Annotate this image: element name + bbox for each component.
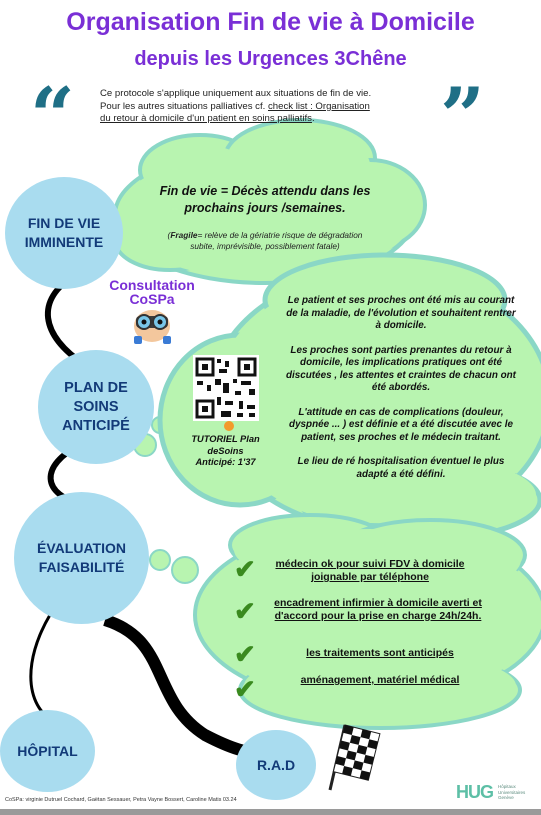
play-icon[interactable] — [224, 421, 234, 431]
bubble — [172, 557, 198, 583]
consultation-label: Consultation — [109, 277, 195, 293]
check-icon: ✔ — [234, 639, 256, 669]
step-evaluation — [14, 492, 149, 624]
bottom-bar — [0, 809, 541, 815]
checkered-flag-icon — [330, 725, 380, 790]
cospa-label: CoSPa — [129, 291, 175, 307]
logo-line: Universitaires — [498, 789, 526, 795]
check-icon: ✔ — [234, 554, 256, 584]
cloud2-para: L'attitude en cas de complications (douleur, dyspnée ... ) est définie et a été discutée avec le patient, ses proches et le médecin traitant. — [289, 406, 513, 443]
hug-logo-text — [498, 784, 525, 801]
checklist-link[interactable]: check list : Organisation — [267, 100, 370, 112]
check-item: encadrement infirmier à domicile averti et d'accord pour la prise en charge 24h/24h. — [274, 597, 482, 622]
check-item: aménagement, matériel médical — [300, 674, 460, 686]
cloud2-para: Le lieu de ré hospitalisation éventuel le plus adapté a été défini. — [297, 456, 505, 480]
step-hopital — [0, 710, 95, 792]
checklist-link-cont[interactable]: du retour à domicile d'un patient en soins palliatifs — [100, 113, 312, 124]
note-rest: = relève de la gériatrie risque de dégradation subite, imprévisible, possiblement fatale) — [190, 230, 363, 251]
footer-credits: CoSPa: virginie Dutruel Cochard, Gaëtan Sessauer, Petra Vayne Bossert, Caroline Matis 03.24 — [5, 797, 237, 803]
close-quote-icon: ” — [440, 71, 485, 162]
qr-code-icon[interactable] — [193, 355, 259, 421]
intro-line: Ce protocole s'applique uniquement aux situations de fin de vie. — [100, 88, 372, 99]
step-label: HÔPITAL — [17, 742, 78, 759]
note-bold: Fragile — [170, 230, 198, 240]
check-icon: ✔ — [234, 596, 256, 626]
binoculars-icon — [130, 308, 175, 348]
hug-letters: HUG — [456, 782, 493, 802]
intro-suffix: . — [311, 113, 315, 124]
step-rad — [236, 730, 316, 800]
step-label: ÉVALUATION FAISABILITÉ — [37, 540, 126, 575]
intro-line: Pour les autres situations palliatives cf. — [100, 100, 268, 112]
cloud1-note — [160, 230, 370, 251]
check-item: les traitements sont anticipés — [306, 647, 454, 659]
note-paren: ( — [167, 230, 171, 240]
step-fin-de-vie — [5, 177, 123, 289]
cloud2-text — [285, 295, 517, 481]
logo-line: Genève — [498, 795, 514, 800]
hug-logo — [456, 782, 493, 803]
qr-caption: TUTORIEL Plan deSoins Anticipé: 1'37 — [191, 434, 260, 467]
intro-text — [100, 88, 445, 126]
cloud1-main: Fin de vie = Décès attendu dans les prochains jours /semaines. — [159, 184, 371, 215]
open-quote-icon: “ — [30, 71, 75, 162]
bubble — [150, 550, 170, 570]
check-icon: ✔ — [234, 674, 256, 704]
step-label: PLAN DE SOINS ANTICIPÉ — [62, 379, 130, 434]
consultation-cospa — [97, 278, 207, 306]
logo-line: Hôpitaux — [498, 784, 516, 789]
page-subtitle: depuis les Urgences 3Chêne — [134, 48, 407, 70]
step-label: FIN DE VIE IMMINENTE — [24, 215, 104, 250]
cloud2-para: Les proches sont parties prenantes du retour à domicile, les implications pratiques ont été discutées , les attentes et craintes de chacun ont été abordés. — [286, 344, 516, 393]
step-plan-soins — [38, 350, 154, 464]
page-title: Organisation Fin de vie à Domicile — [66, 8, 475, 36]
check-item: médecin ok pour suivi FDV à domicile joignable par téléphone — [275, 558, 465, 583]
step-label: R.A.D — [256, 756, 296, 773]
cloud2-para: Le patient et ses proches ont été mis au courant de la maladie, de l'évolution et souhaitent rentrer à domicile. — [286, 295, 516, 331]
